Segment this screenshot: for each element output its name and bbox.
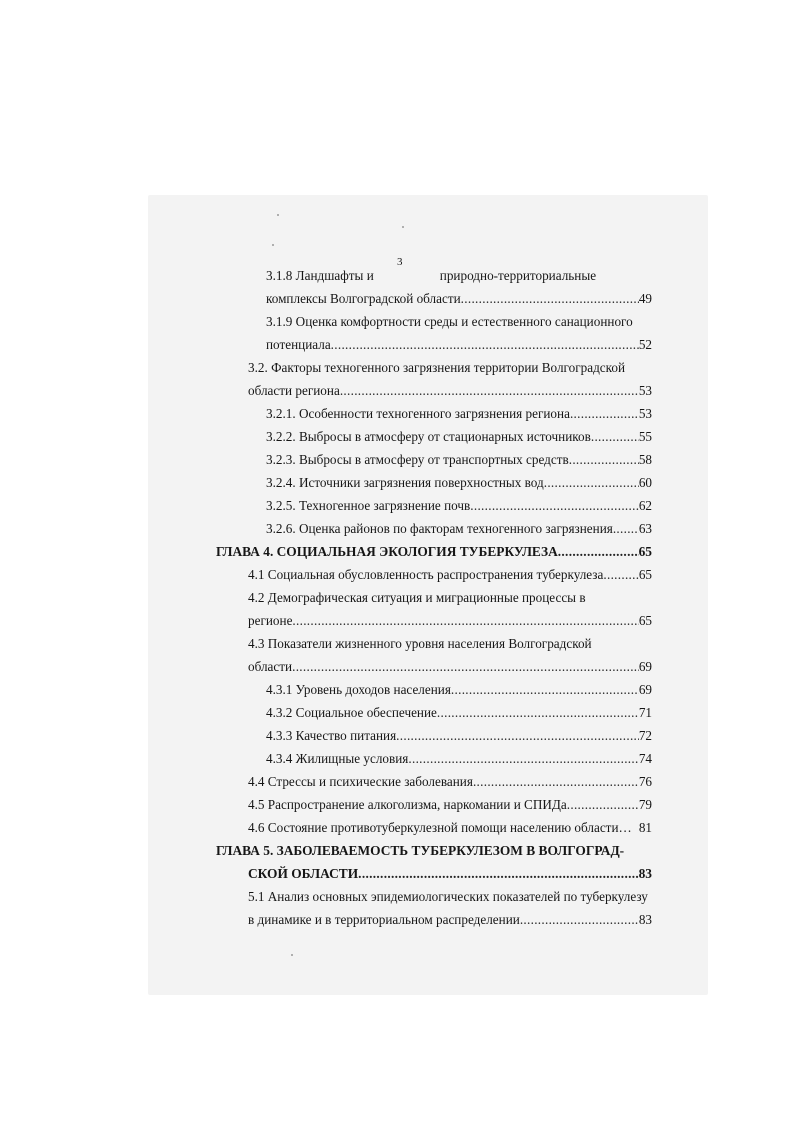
dot-leader	[408, 748, 638, 770]
toc-entry	[248, 771, 652, 793]
toc-page-number: 83	[638, 866, 652, 881]
dot-leader	[292, 610, 638, 632]
toc-entry-text: СКОЙ ОБЛАСТИ	[248, 866, 359, 881]
toc-entry	[266, 495, 652, 517]
toc-page-number: 69	[638, 659, 652, 674]
toc-entry	[266, 679, 652, 701]
toc-page-number: 53	[638, 406, 652, 421]
toc-entry-text: области региона	[248, 383, 340, 398]
toc-entry	[248, 633, 592, 655]
toc-page-number: 76	[638, 774, 652, 789]
toc-entry-text: 5.1 Анализ основных эпидемиологических показателей по туберкулезу	[248, 889, 648, 904]
toc-entry	[266, 288, 652, 310]
toc-entry	[248, 656, 652, 678]
dot-leader	[292, 656, 639, 678]
scan-speck	[272, 244, 274, 246]
toc-page-number: 52	[638, 337, 652, 352]
toc-page-number: 83	[638, 912, 652, 927]
toc-entry	[248, 380, 652, 402]
dot-leader	[569, 449, 639, 471]
dot-leader	[340, 380, 639, 402]
toc-entry-text: 4.3 Показатели жизненного уровня населения Волгоградской	[248, 636, 592, 651]
toc-entry	[266, 702, 652, 724]
toc-page-number: 49	[638, 291, 652, 306]
toc-entry-text: потенциала	[266, 337, 331, 352]
toc-entry-text: 3.1.9 Оценка комфортности среды и естественного санационного	[266, 314, 633, 329]
toc-entry	[266, 449, 652, 471]
toc-entry-text: 4.1 Социальная обусловленность распространения туберкулеза	[248, 567, 604, 582]
toc-entry	[248, 610, 652, 632]
toc-entry-text: 4.2 Демографическая ситуация и миграционные процессы в	[248, 590, 586, 605]
toc-page-number: 62	[638, 498, 652, 513]
toc-entry	[266, 472, 652, 494]
toc-entry	[266, 518, 652, 540]
toc-page-number: 63	[638, 521, 652, 536]
toc-entry-text: ГЛАВА 5. ЗАБОЛЕВАЕМОСТЬ ТУБЕРКУЛЕЗОМ В ВОЛГОГРАД-	[216, 843, 625, 858]
toc-entry-text: 3.2.2. Выбросы в атмосферу от стационарных источников	[266, 429, 591, 444]
toc-entry-text: ГЛАВА 4. СОЦИАЛЬНАЯ ЭКОЛОГИЯ ТУБЕРКУЛЕЗА	[216, 544, 558, 559]
scan-speck	[402, 226, 404, 228]
dot-leader	[567, 794, 639, 816]
dot-leader	[544, 472, 639, 494]
page-number: 3	[397, 256, 403, 268]
toc-entry	[248, 794, 652, 816]
toc-entry-text: 3.2.1. Особенности техногенного загрязнения региона	[266, 406, 570, 421]
toc-chapter-heading	[248, 863, 652, 885]
toc-page-number: 60	[638, 475, 652, 490]
dot-leader	[437, 702, 639, 724]
toc-entry	[248, 357, 625, 379]
toc-entry	[248, 909, 652, 931]
toc-entry	[266, 426, 652, 448]
toc-entry-text: в динамике и в территориальном распределении	[248, 912, 520, 927]
dot-leader	[591, 426, 639, 448]
toc-page-number: 79	[638, 797, 652, 812]
toc-entry-text: 3.2.6. Оценка районов по факторам техногенного загрязнения	[266, 521, 613, 536]
toc-page-number: 65	[638, 613, 652, 628]
toc-entry	[248, 886, 648, 908]
toc-entry-text: 4.3.3 Качество питания	[266, 728, 397, 743]
toc-page-number: 55	[638, 429, 652, 444]
dot-leader	[520, 909, 639, 931]
dot-leader	[558, 541, 639, 563]
toc-entry	[248, 587, 586, 609]
toc-entry-text: 4.3.4 Жилищные условия	[266, 751, 409, 766]
toc-entry	[266, 748, 652, 770]
toc-entry	[266, 403, 652, 425]
toc-entry-text: области	[248, 659, 293, 674]
dot-leader	[331, 334, 639, 356]
toc-page-number: 65	[638, 567, 652, 582]
toc-page-number: 72	[638, 728, 652, 743]
toc-entry	[266, 334, 652, 356]
toc-entry-text: 4.3.1 Уровень доходов населения	[266, 682, 451, 697]
scan-speck	[291, 954, 293, 956]
toc-chapter-heading	[216, 840, 624, 862]
dot-leader	[451, 679, 639, 701]
dot-leader	[461, 288, 639, 310]
scan-speck	[277, 214, 279, 216]
toc-entry	[266, 265, 596, 287]
toc-page-number: 71	[638, 705, 652, 720]
toc-entry-text: регионе	[248, 613, 293, 628]
toc-page-number: 53	[638, 383, 652, 398]
dot-leader	[473, 771, 639, 793]
dot-leader	[470, 495, 639, 517]
dot-leader	[358, 863, 638, 885]
dot-leader	[396, 725, 639, 747]
toc-entry-text: природно-территориальные	[439, 268, 597, 283]
toc-entry-text: 3.2. Факторы техногенного загрязнения территории Волгоградской	[248, 360, 626, 375]
toc-entry	[266, 311, 633, 333]
toc-entry-text: 3.2.3. Выбросы в атмосферу от транспортных средств	[266, 452, 569, 467]
toc-entry-text: 3.2.4. Источники загрязнения поверхностных вод	[266, 475, 544, 490]
toc-page-number: 81	[638, 820, 652, 835]
toc-entry-text: комплексы Волгоградской области	[266, 291, 461, 306]
toc-entry-text: 3.2.5. Техногенное загрязнение почв	[266, 498, 471, 513]
dot-leader	[570, 403, 639, 425]
toc-page-number: 58	[638, 452, 652, 467]
toc-page-number: 65	[638, 544, 652, 559]
toc-entry	[266, 725, 652, 747]
toc-entry	[248, 564, 652, 586]
toc-chapter-heading	[216, 541, 652, 563]
toc-page-number: 74	[638, 751, 652, 766]
toc-entry-text: 3.1.8 Ландшафты и	[266, 268, 374, 283]
dot-leader	[613, 518, 639, 540]
toc-page-number: 69	[638, 682, 652, 697]
toc-entry	[248, 817, 652, 839]
toc-entry-text: 4.3.2 Социальное обеспечение	[266, 705, 437, 720]
dot-leader	[603, 564, 638, 586]
toc-entry-text: 4.5 Распространение алкоголизма, наркомании и СПИДа	[248, 797, 567, 812]
toc-entry-text: 4.6 Состояние противотуберкулезной помощи населению области…	[248, 820, 632, 835]
toc-entry-text: 4.4 Стрессы и психические заболевания	[248, 774, 473, 789]
